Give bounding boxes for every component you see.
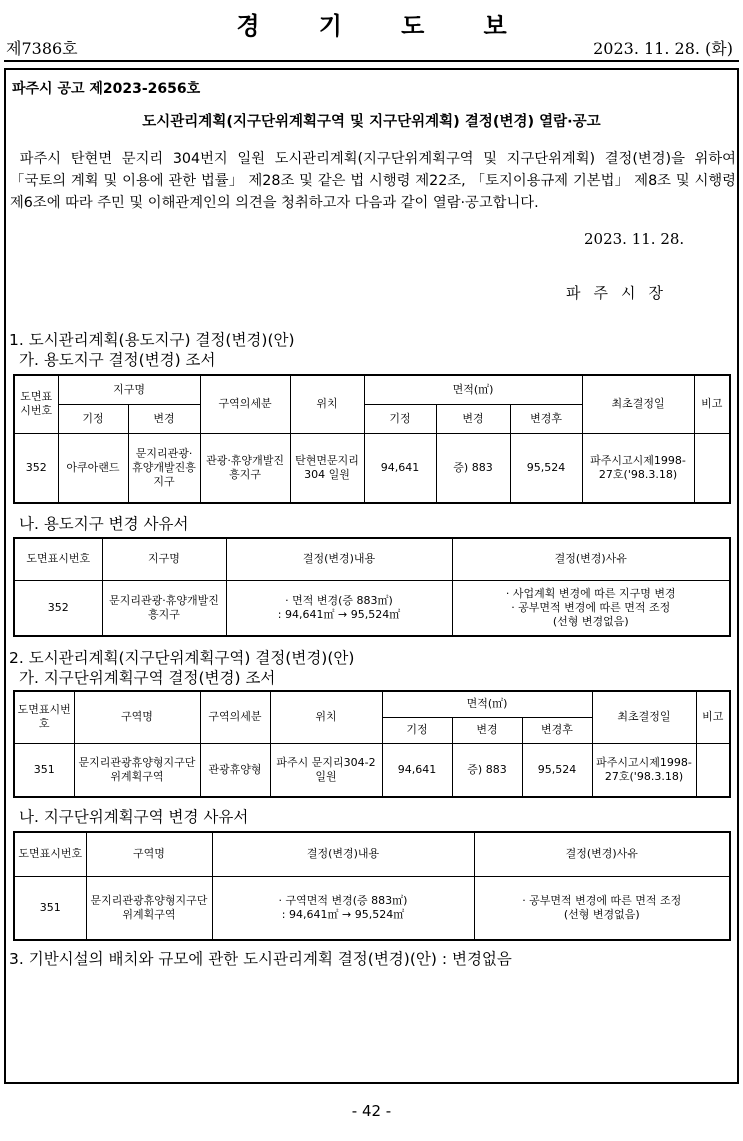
header-map-no: 도면표시번호	[14, 375, 58, 433]
cell-content	[212, 876, 474, 940]
content-line: : 94,641㎡ → 95,524㎡	[281, 907, 405, 921]
cell-map-no: 351	[14, 743, 74, 797]
section-1a-heading: 가. 용도지구 결정(변경) 조서	[19, 351, 216, 369]
cell-location: 파주시 문지리304-2일원	[270, 743, 382, 797]
header-map-no: 도면표시번호	[14, 691, 74, 743]
reason-line: (선형 변경없음)	[563, 907, 640, 921]
section-2a-heading: 가. 지구단위계획구역 결정(변경) 조서	[19, 669, 276, 687]
header-area-change: 변경	[452, 717, 522, 743]
table-row	[14, 743, 730, 797]
cell-area-previous: 94,641	[364, 433, 436, 503]
header-note: 비고	[696, 691, 730, 743]
cell-area-change: 증) 883	[436, 433, 510, 503]
section-3-heading: 3. 기반시설의 배치와 규모에 관한 도시관리계획 결정(변경)(안) : 변경없음	[9, 950, 512, 968]
signature-date: 2023. 11. 28.	[584, 230, 685, 248]
header-divider	[4, 60, 739, 62]
header-area-previous: 기정	[382, 717, 452, 743]
issue-date: 2023. 11. 28. (화)	[593, 39, 733, 58]
cell-area-name: 문지리관광휴양형지구단위계획구역	[86, 876, 212, 940]
header-content: 결정(변경)내용	[212, 832, 474, 876]
header-note: 비고	[694, 375, 730, 433]
header-reason: 결정(변경)사유	[452, 538, 730, 580]
cell-area-after: 95,524	[522, 743, 592, 797]
header-location: 위치	[270, 691, 382, 743]
reason-line: · 사업계획 변경에 따른 지구명 변경	[505, 586, 676, 600]
cell-reason	[474, 876, 730, 940]
header-area-after: 변경후	[510, 404, 582, 433]
cell-note	[694, 433, 730, 503]
cell-area-previous: 94,641	[382, 743, 452, 797]
table-header-row	[14, 538, 730, 580]
header-area: 면적(㎡)	[364, 375, 582, 404]
header-area-name: 구역명	[74, 691, 200, 743]
issue-number: 제7386호	[6, 39, 78, 58]
notice-number: 파주시 공고 제2023-2656호	[12, 81, 201, 97]
header-zone-name: 지구명	[102, 538, 226, 580]
cell-first-decision: 파주시고시제1998-27호('98.3.18)	[592, 743, 696, 797]
header-zone-changed: 변경	[128, 404, 200, 433]
header-location: 위치	[290, 375, 364, 433]
table-row	[14, 433, 730, 503]
header-subdivision: 구역의세분	[200, 375, 290, 433]
cell-area-after: 95,524	[510, 433, 582, 503]
cell-subdivision: 관광·휴양개발진흥지구	[200, 433, 290, 503]
section-2-heading: 2. 도시관리계획(지구단위계획구역) 결정(변경)(안)	[9, 649, 355, 667]
table-header-row	[14, 691, 730, 717]
cell-content	[226, 580, 452, 636]
district-plan-decision-table	[13, 690, 731, 798]
zoning-decision-table	[13, 374, 731, 504]
cell-map-no: 352	[14, 433, 58, 503]
signature-name: 파주시장	[566, 284, 676, 302]
gazette-title-char: 보	[483, 11, 507, 40]
header-zone-name: 지구명	[58, 375, 200, 404]
section-2b-heading: 나. 지구단위계획구역 변경 사유서	[19, 808, 249, 826]
reason-line: · 공부면적 변경에 따른 면적 조정	[522, 893, 682, 907]
content-line: · 면적 변경(증 883㎡)	[285, 593, 393, 607]
notice-body-text: 파주시 탄현면 문지리 304번지 일원 도시관리계획(지구단위계획구역 및 지구단위계획) 결정(변경)을 위하여 「국토의 계획 및 이용에 관한 법률」 제28조 및 같은 법 시행령 제22조, 「토지이용규제 기본법」 제8조 및 시행령 제6조에 따라 주민 및 이해관계인의 의견을 청취하고자 다음과 같이 열람·공고합니다.	[10, 151, 736, 211]
gazette-title-char: 기	[318, 11, 342, 40]
notice-body	[10, 148, 736, 214]
header-zone-previous: 기정	[58, 404, 128, 433]
header-first-decision: 최초결정일	[592, 691, 696, 743]
section-1-heading: 1. 도시관리계획(용도지구) 결정(변경)(안)	[9, 331, 295, 349]
header-area-previous: 기정	[364, 404, 436, 433]
cell-zone-previous: 아쿠아랜드	[58, 433, 128, 503]
cell-first-decision: 파주시고시제1998-27호('98.3.18)	[582, 433, 694, 503]
header-subdivision: 구역의세분	[200, 691, 270, 743]
cell-map-no: 351	[14, 876, 86, 940]
header-area-after: 변경후	[522, 717, 592, 743]
table-header-row	[14, 375, 730, 404]
gazette-title-char: 경	[236, 11, 260, 40]
header-content: 결정(변경)내용	[226, 538, 452, 580]
district-plan-reason-table	[13, 831, 731, 941]
table-header-row	[14, 832, 730, 876]
reason-line: (선형 변경없음)	[552, 614, 629, 628]
cell-area-name: 문지리관광휴양형지구단위계획구역	[74, 743, 200, 797]
cell-location: 탄현면문지리304 일원	[290, 433, 364, 503]
page-number: - 42 -	[351, 1102, 392, 1120]
cell-zone-changed: 문지리관광·휴양개발진흥지구	[128, 433, 200, 503]
header-area-change: 변경	[436, 404, 510, 433]
header-area: 면적(㎡)	[382, 691, 592, 717]
header-area-name: 구역명	[86, 832, 212, 876]
gazette-title-char: 도	[401, 11, 425, 40]
content-line: · 구역면적 변경(증 883㎡)	[278, 893, 408, 907]
cell-map-no: 352	[14, 580, 102, 636]
section-1b-heading: 나. 용도지구 변경 사유서	[19, 515, 189, 533]
header-first-decision: 최초결정일	[582, 375, 694, 433]
cell-note	[696, 743, 730, 797]
table-row	[14, 580, 730, 636]
cell-reason	[452, 580, 730, 636]
notice-title: 도시관리계획(지구단위계획구역 및 지구단위계획) 결정(변경) 열람·공고	[142, 114, 601, 130]
table-row	[14, 876, 730, 940]
content-line: : 94,641㎡ → 95,524㎡	[277, 607, 401, 621]
header-map-no: 도면표시번호	[14, 832, 86, 876]
reason-line: · 공부면적 변경에 따른 면적 조정	[511, 600, 671, 614]
cell-zone-name: 문지리관광·휴양개발진흥지구	[102, 580, 226, 636]
cell-subdivision: 관광휴양형	[200, 743, 270, 797]
cell-area-change: 증) 883	[452, 743, 522, 797]
header-reason: 결정(변경)사유	[474, 832, 730, 876]
header-map-no: 도면표시번호	[14, 538, 102, 580]
zoning-reason-table	[13, 537, 731, 637]
